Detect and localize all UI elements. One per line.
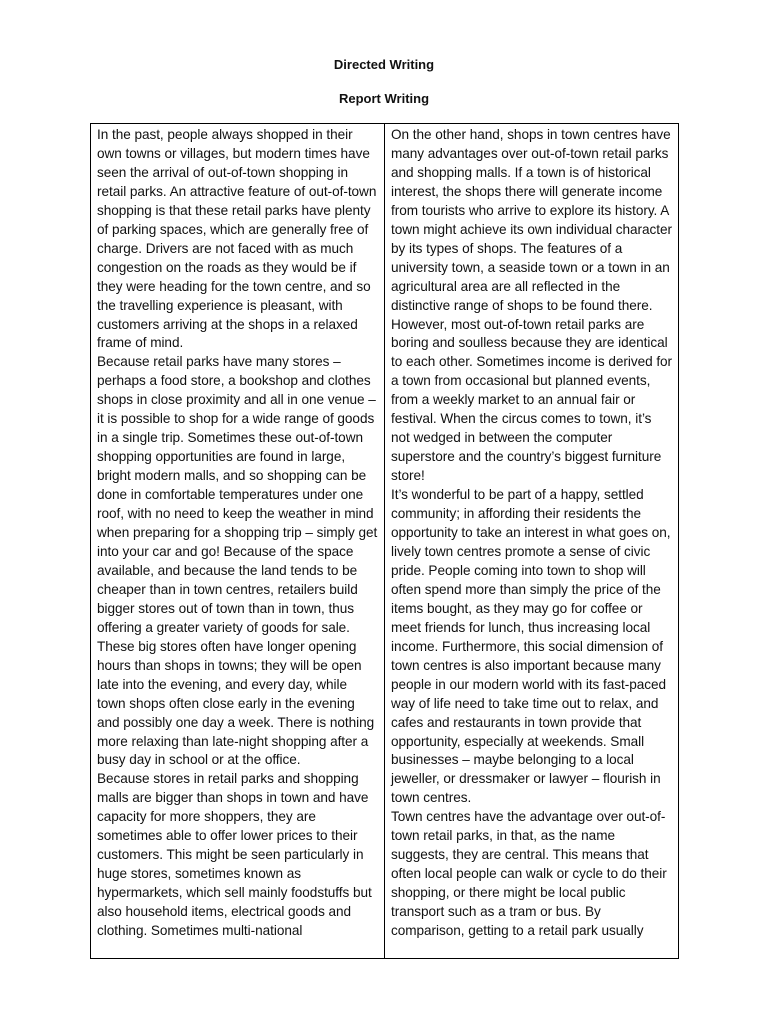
page-subtitle: Report Writing <box>338 91 430 106</box>
left-column <box>91 124 385 958</box>
right-paragraph-2: It’s wonderful to be part of a happy, settled community; in affording their residents the opportunity to take an interest in what goes on, lively town centres promote a sense of civic pride. People coming into town to shop will often spend more than simply the price of the items bought, as they may go for coffee or meet friends for lunch, thus increasing local income. Furthermore, this social dimension of town centres is also important because many people in our modern world with its fast-paced way of life need to take time out to relax, and cafes and restaurants in town provide that opportunity, especially at weekends. Small businesses – maybe belonging to a local jeweller, or dressmaker or lawyer – flourish in town centres. <box>391 487 671 806</box>
left-paragraph-2: Because retail parks have many stores – perhaps a food store, a bookshop and clothes shops in close proximity and all in one venue – it is possible to shop for a wide range of goods in a single trip. Sometimes these out-of-town shopping opportunities are found in large, bright modern malls, and so shopping can be done in comfortable temperatures under one roof, with no need to keep the weather in mind when preparing for a shopping trip – simply get into your car and go! Because of the space available, and because the land tends to be cheaper than in town centres, retailers build bigger stores out of town than in town, thus offering a greater variety of goods for sale. These big stores often have longer opening hours than shops in towns; they will be open late into the evening, and every day, while town shops often close early in the evening and possibly one day a week. There is nothing more relaxing than late-night shopping after a busy day in school or at the office. <box>97 354 378 768</box>
right-paragraph-1: On the other hand, shops in town centres have many advantages over out-of-town retail parks and shopping malls. If a town is of historical interest, the shops there will generate income from tourists who arrive to explore its history. A town might achieve its own individual character by its types of shops. The features of a university town, a seaside town or a town in an agricultural area are all reflected in the distinctive range of shops to be found there. However, most out-of-town retail parks are boring and soulless because they are identical to each other. Sometimes income is derived for a town from occasional but planned events, from a weekly market to an annual fair or festival. When the circus comes to town, it’s not wedged in between the computer superstore and the country’s biggest furniture store! <box>391 127 673 484</box>
right-paragraph-3: Town centres have the advantage over out-of-town retail parks, in that, as the name suggests, they are central. This means that often local people can walk or cycle to do their shopping, or there might be local public transport such as a tram or bus. By comparison, getting to a retail park usually <box>391 809 667 939</box>
left-paragraph-1: In the past, people always shopped in their own towns or villages, but modern times have seen the arrival of out-of-town shopping in retail parks. An attractive feature of out-of-town shopping is that these retail parks have plenty of parking spaces, which are generally free of charge. Drivers are not faced with as much congestion on the roads as they would be if they were heading for the town centre, and so the travelling experience is pleasant, with customers arriving at the shops in a relaxed frame of mind. <box>97 127 377 351</box>
right-column <box>385 124 678 958</box>
page-title: Directed Writing <box>333 57 435 72</box>
left-paragraph-3: Because stores in retail parks and shopping malls are bigger than shops in town and have capacity for more shoppers, they are sometimes able to offer lower prices to their customers. This might be seen particularly in huge stores, sometimes known as hypermarkets, which sell mainly foodstuffs but also household items, electrical goods and clothing. Sometimes multi-national <box>97 771 372 939</box>
report-table <box>90 123 679 959</box>
